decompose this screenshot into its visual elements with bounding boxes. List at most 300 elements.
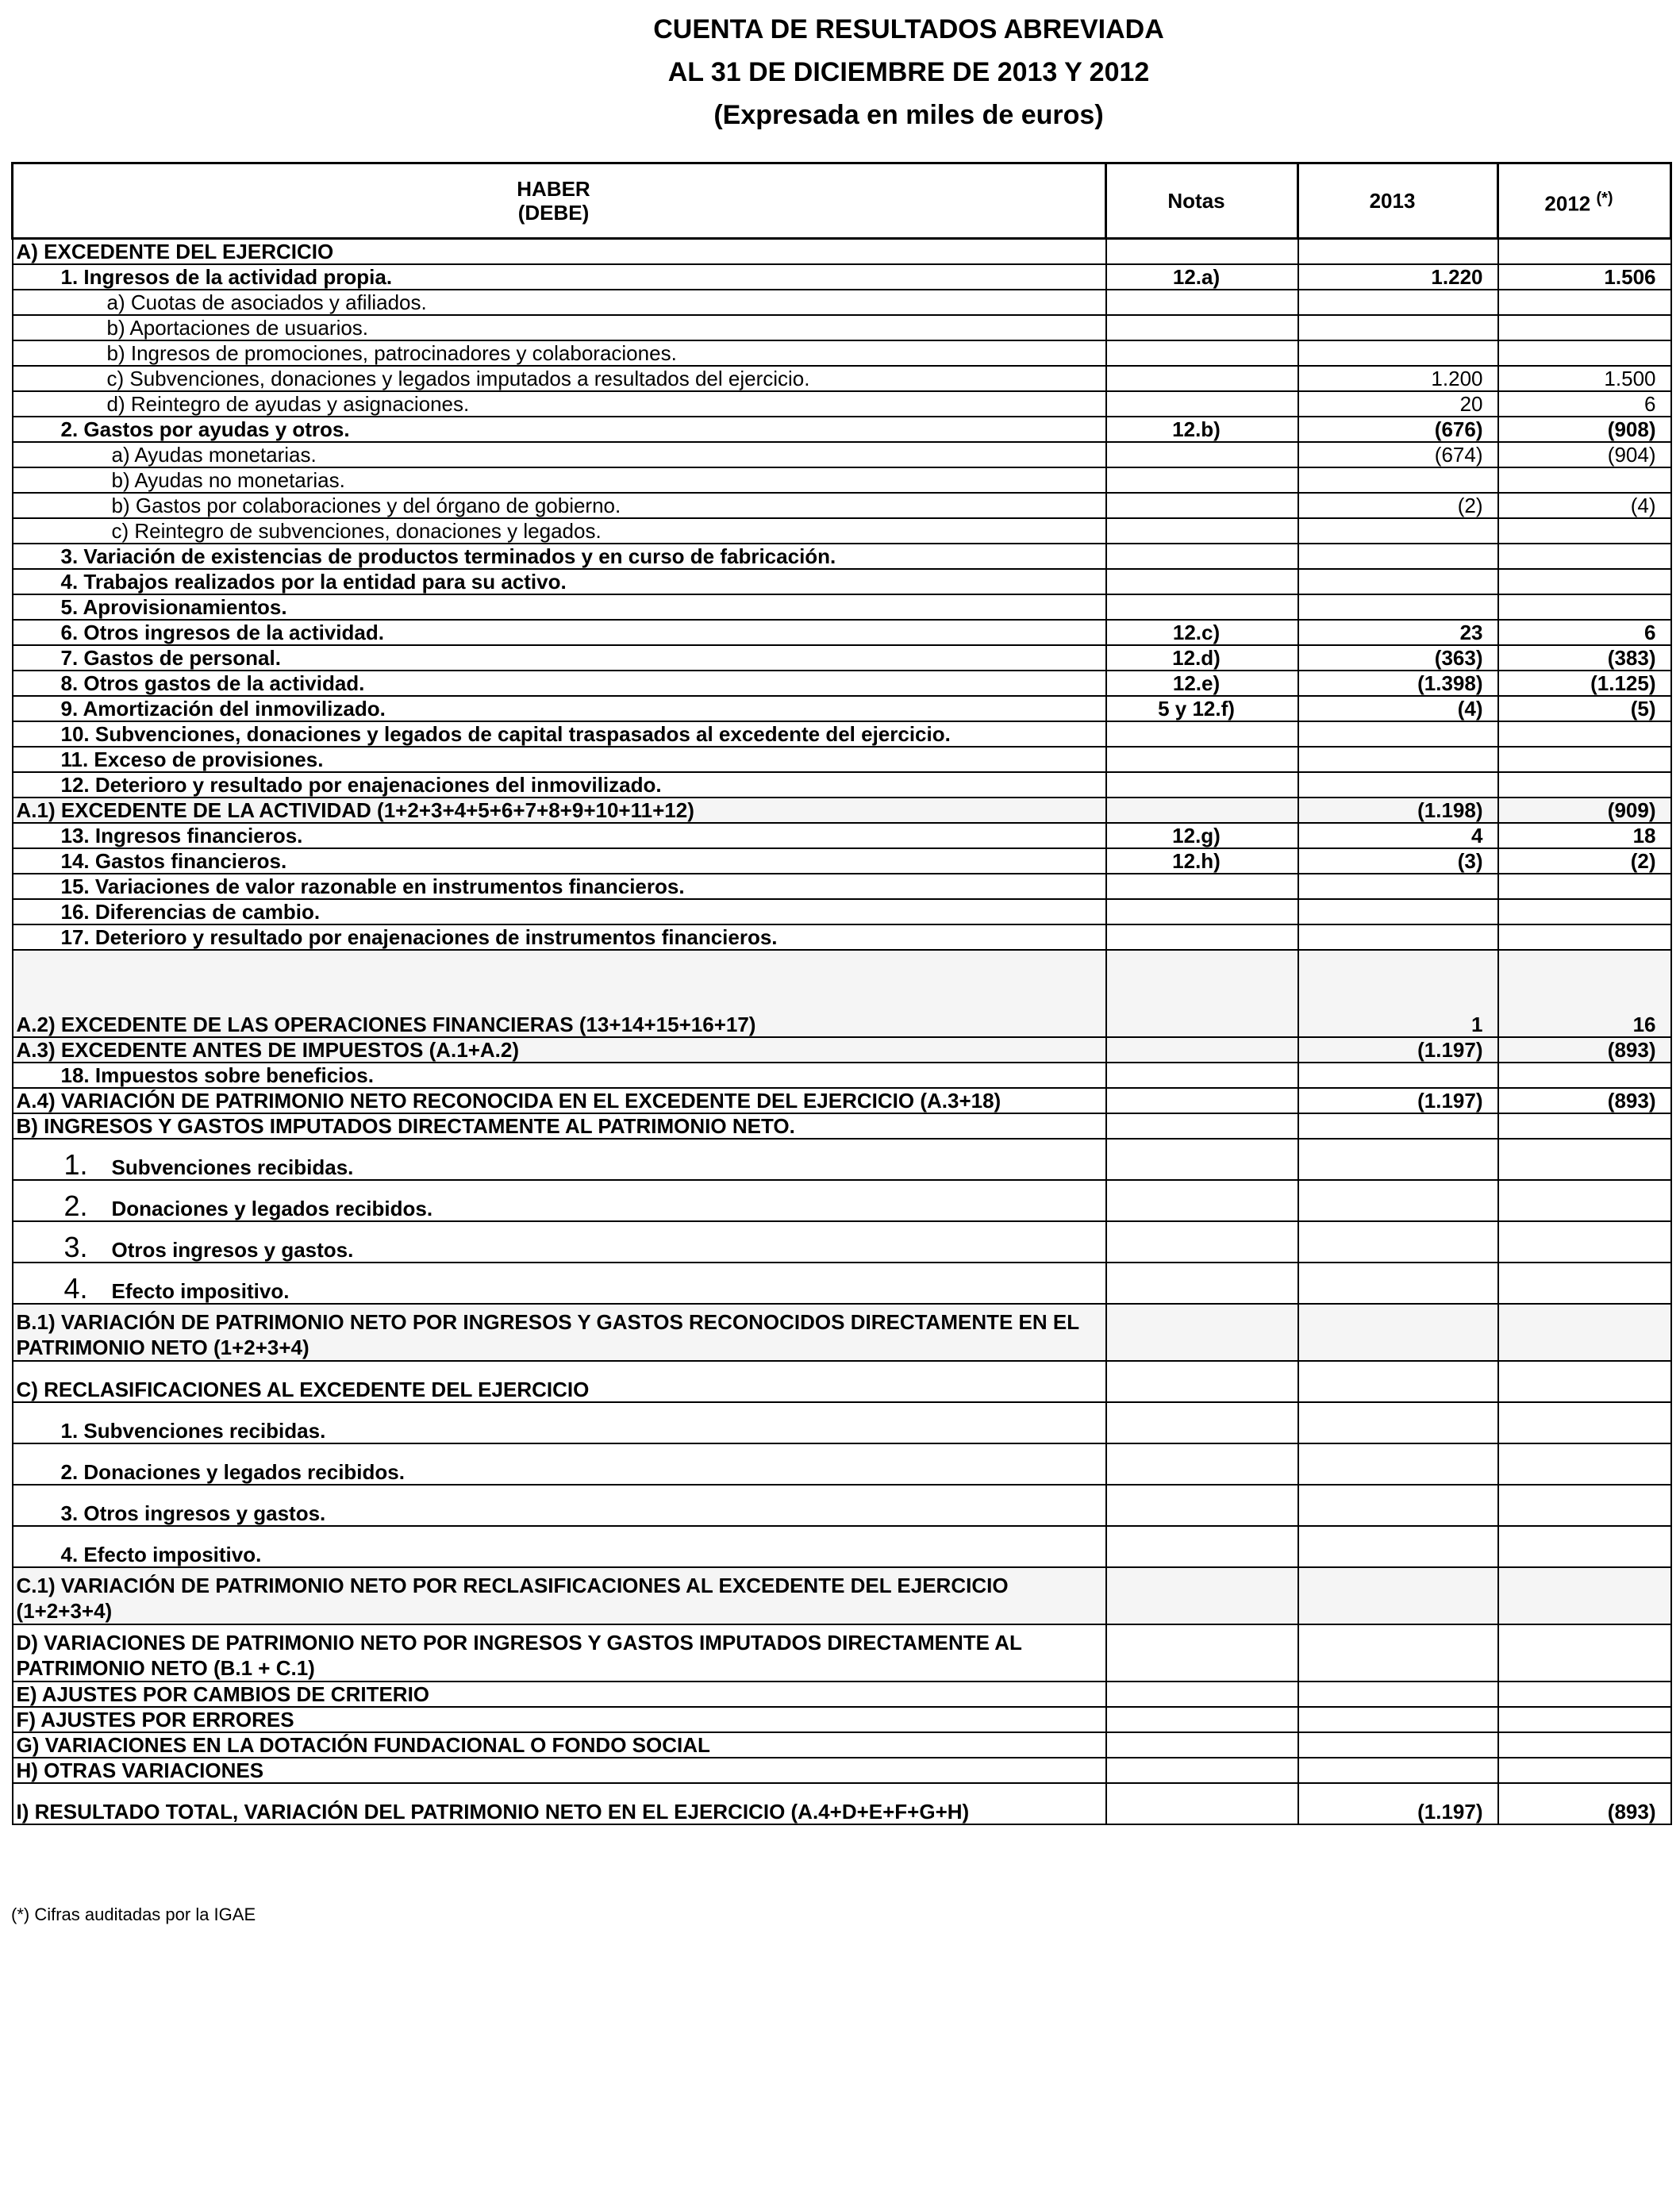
table-row bbox=[13, 1707, 1671, 1732]
table-row bbox=[13, 1063, 1671, 1088]
value-2012 bbox=[1498, 1443, 1671, 1485]
row-label-text: 17. Deterioro y resultado por enajenaciones de instrumentos financieros. bbox=[60, 925, 778, 949]
row-label-text: c) Subvenciones, donaciones y legados imputados a resultados del ejercicio. bbox=[106, 367, 810, 390]
row-label-text: 12. Deterioro y resultado por enajenaciones del inmovilizado. bbox=[60, 773, 662, 797]
value-2012 bbox=[1498, 1221, 1671, 1263]
value-2012 bbox=[1498, 1113, 1671, 1139]
table-row bbox=[13, 620, 1671, 645]
value-2013 bbox=[1298, 1304, 1498, 1361]
row-label-text: 16. Diferencias de cambio. bbox=[60, 900, 321, 924]
row-label bbox=[13, 1263, 1106, 1304]
value-2013 bbox=[1298, 1567, 1498, 1624]
value-2012: (908) bbox=[1498, 417, 1671, 442]
value-2012 bbox=[1498, 772, 1671, 798]
row-label bbox=[13, 442, 1106, 467]
value-2012: (909) bbox=[1498, 798, 1671, 823]
table-row bbox=[13, 1304, 1671, 1361]
notes-cell bbox=[1106, 315, 1298, 340]
row-number: 1. bbox=[63, 1148, 88, 1180]
value-2013: (2) bbox=[1298, 493, 1498, 518]
notes-cell bbox=[1106, 1624, 1298, 1682]
value-2013: (1.197) bbox=[1298, 1088, 1498, 1113]
row-label-text: A.4) VARIACIÓN DE PATRIMONIO NETO RECONOCIDA EN EL EXCEDENTE DEL EJERCICIO (A.3+18) bbox=[16, 1089, 1001, 1113]
notes-cell bbox=[1106, 874, 1298, 899]
table-row bbox=[13, 1783, 1671, 1824]
notes-cell bbox=[1106, 1402, 1298, 1443]
row-label-text: 5. Aprovisionamientos. bbox=[60, 595, 287, 619]
row-label bbox=[13, 1063, 1106, 1088]
row-label-text: 15. Variaciones de valor razonable en instrumentos financieros. bbox=[60, 874, 685, 898]
value-2013: 20 bbox=[1298, 391, 1498, 417]
value-2012 bbox=[1498, 1361, 1671, 1402]
value-2012 bbox=[1498, 1063, 1671, 1088]
notes-cell bbox=[1106, 1139, 1298, 1180]
notes-cell bbox=[1106, 1221, 1298, 1263]
table-row bbox=[13, 239, 1671, 265]
value-2013 bbox=[1298, 874, 1498, 899]
table-row bbox=[13, 1402, 1671, 1443]
table-row bbox=[13, 1113, 1671, 1139]
value-2012 bbox=[1498, 239, 1671, 265]
value-2012 bbox=[1498, 747, 1671, 772]
header-haber: HABER bbox=[517, 177, 590, 201]
notes-cell bbox=[1106, 340, 1298, 366]
row-label bbox=[13, 899, 1106, 924]
row-label-text: 6. Otros ingresos de la actividad. bbox=[60, 621, 384, 644]
notes-cell bbox=[1106, 1113, 1298, 1139]
row-label bbox=[13, 848, 1106, 874]
table-row bbox=[13, 721, 1671, 747]
table-row bbox=[13, 264, 1671, 290]
row-label bbox=[13, 340, 1106, 366]
notes-cell bbox=[1106, 1707, 1298, 1732]
notes-cell bbox=[1106, 1758, 1298, 1783]
notes-cell bbox=[1106, 290, 1298, 315]
row-label bbox=[13, 1402, 1106, 1443]
table-row bbox=[13, 696, 1671, 721]
value-2013 bbox=[1298, 1113, 1498, 1139]
value-2012 bbox=[1498, 899, 1671, 924]
row-label bbox=[13, 1037, 1106, 1063]
notes-cell bbox=[1106, 899, 1298, 924]
row-label bbox=[13, 696, 1106, 721]
row-label bbox=[13, 1526, 1106, 1567]
table-row bbox=[13, 1037, 1671, 1063]
table-row bbox=[13, 417, 1671, 442]
value-2012: (5) bbox=[1498, 696, 1671, 721]
value-2013: 1.220 bbox=[1298, 264, 1498, 290]
row-label-text: c) Reintegro de subvenciones, donaciones y legados. bbox=[111, 519, 602, 543]
row-label bbox=[13, 569, 1106, 594]
row-label-text: b) Ayudas no monetarias. bbox=[111, 468, 345, 492]
row-label bbox=[13, 1732, 1106, 1758]
row-label bbox=[13, 671, 1106, 696]
value-2012: 16 bbox=[1498, 950, 1671, 1037]
notes-cell bbox=[1106, 1526, 1298, 1567]
value-2013 bbox=[1298, 747, 1498, 772]
value-2013 bbox=[1298, 1758, 1498, 1783]
row-label-text: b) Ingresos de promociones, patrocinadores y colaboraciones. bbox=[106, 341, 677, 365]
notes-cell bbox=[1106, 1263, 1298, 1304]
table-row bbox=[13, 1088, 1671, 1113]
value-2012: 1.500 bbox=[1498, 366, 1671, 391]
notes-cell bbox=[1106, 798, 1298, 823]
table-row bbox=[13, 1485, 1671, 1526]
value-2012: 1.506 bbox=[1498, 264, 1671, 290]
value-2012 bbox=[1498, 1682, 1671, 1707]
header-2012-year: 2012 bbox=[1544, 191, 1591, 216]
table-row bbox=[13, 594, 1671, 620]
value-2012: (1.125) bbox=[1498, 671, 1671, 696]
row-label bbox=[13, 467, 1106, 493]
row-label bbox=[13, 366, 1106, 391]
table-row bbox=[13, 1221, 1671, 1263]
table-row bbox=[13, 1526, 1671, 1567]
row-label bbox=[13, 518, 1106, 544]
row-number: 3. bbox=[63, 1231, 88, 1263]
notes-cell bbox=[1106, 544, 1298, 569]
row-label bbox=[13, 747, 1106, 772]
notes-cell bbox=[1106, 950, 1298, 1037]
value-2012 bbox=[1498, 1304, 1671, 1361]
footnote: (*) Cifras auditadas por la IGAE bbox=[11, 1904, 256, 1924]
value-2012 bbox=[1498, 569, 1671, 594]
row-label-text: 18. Impuestos sobre beneficios. bbox=[60, 1063, 374, 1087]
row-label-text: 3. Otros ingresos y gastos. bbox=[60, 1501, 326, 1525]
value-2012 bbox=[1498, 874, 1671, 899]
table-row bbox=[13, 671, 1671, 696]
row-number: 2. bbox=[63, 1190, 88, 1221]
value-2013 bbox=[1298, 924, 1498, 950]
table-row bbox=[13, 874, 1671, 899]
row-label bbox=[13, 315, 1106, 340]
table-row bbox=[13, 315, 1671, 340]
row-label bbox=[13, 645, 1106, 671]
row-label bbox=[13, 1707, 1106, 1732]
report-date: AL 31 DE DICIEMBRE DE 2013 Y 2012 bbox=[667, 57, 1150, 87]
row-label-text: Otros ingresos y gastos. bbox=[111, 1238, 354, 1262]
table-row bbox=[13, 290, 1671, 315]
value-2012 bbox=[1498, 340, 1671, 366]
row-label-text: b) Aportaciones de usuarios. bbox=[106, 316, 369, 340]
row-label bbox=[13, 417, 1106, 442]
row-label bbox=[13, 620, 1106, 645]
notes-cell bbox=[1106, 239, 1298, 265]
value-2013 bbox=[1298, 1361, 1498, 1402]
row-label-text: b) Gastos por colaboraciones y del órgano de gobierno. bbox=[111, 494, 621, 517]
row-label-text: 14. Gastos financieros. bbox=[60, 849, 287, 873]
value-2013: (1.197) bbox=[1298, 1783, 1498, 1824]
header-label bbox=[13, 163, 1106, 239]
notes-cell bbox=[1106, 569, 1298, 594]
value-2013: 4 bbox=[1298, 823, 1498, 848]
row-label-text: H) OTRAS VARIACIONES bbox=[16, 1758, 264, 1782]
row-label-text: 3. Variación de existencias de productos terminados y en curso de fabricación. bbox=[60, 544, 836, 568]
row-label bbox=[13, 798, 1106, 823]
notes-cell bbox=[1106, 1485, 1298, 1526]
value-2013 bbox=[1298, 1402, 1498, 1443]
notes-cell bbox=[1106, 467, 1298, 493]
row-label bbox=[13, 823, 1106, 848]
notes-cell bbox=[1106, 1088, 1298, 1113]
value-2013 bbox=[1298, 239, 1498, 265]
value-2013: (3) bbox=[1298, 848, 1498, 874]
row-label-text: F) AJUSTES POR ERRORES bbox=[16, 1708, 294, 1731]
notes-cell: 12.g) bbox=[1106, 823, 1298, 848]
row-label-text: I) RESULTADO TOTAL, VARIACIÓN DEL PATRIMONIO NETO EN EL EJERCICIO (A.4+D+E+F+G+H) bbox=[16, 1800, 970, 1824]
value-2013: (4) bbox=[1298, 696, 1498, 721]
row-label-text: 4. Trabajos realizados por la entidad para su activo. bbox=[60, 570, 567, 594]
value-2013 bbox=[1298, 1221, 1498, 1263]
row-label bbox=[13, 1624, 1106, 1682]
value-2012: (893) bbox=[1498, 1088, 1671, 1113]
notes-cell bbox=[1106, 1304, 1298, 1361]
row-label-text: A.3) EXCEDENTE ANTES DE IMPUESTOS (A.1+A.2) bbox=[16, 1038, 520, 1062]
notes-cell bbox=[1106, 518, 1298, 544]
value-2013 bbox=[1298, 1443, 1498, 1485]
notes-cell: 12.a) bbox=[1106, 264, 1298, 290]
notes-cell: 12.h) bbox=[1106, 848, 1298, 874]
notes-cell bbox=[1106, 924, 1298, 950]
notes-cell bbox=[1106, 1037, 1298, 1063]
row-label bbox=[13, 1783, 1106, 1824]
notes-cell bbox=[1106, 721, 1298, 747]
table-row bbox=[13, 340, 1671, 366]
table-row bbox=[13, 899, 1671, 924]
value-2012 bbox=[1498, 518, 1671, 544]
table-row bbox=[13, 1443, 1671, 1485]
row-label-text: D) VARIACIONES DE PATRIMONIO NETO POR INGRESOS Y GASTOS IMPUTADOS DIRECTAMENTE AL PATRIMONIO NETO (B.1 + C.1) bbox=[16, 1631, 1022, 1680]
table-body bbox=[13, 239, 1671, 1825]
row-label-text: A) EXCEDENTE DEL EJERCICIO bbox=[16, 240, 334, 263]
row-number: 4. bbox=[63, 1272, 88, 1304]
header-debe: (DEBE) bbox=[517, 201, 590, 225]
notes-cell bbox=[1106, 747, 1298, 772]
table-row bbox=[13, 1624, 1671, 1682]
table-header-row bbox=[13, 163, 1671, 239]
table-row bbox=[13, 798, 1671, 823]
table-row bbox=[13, 391, 1671, 417]
value-2012 bbox=[1498, 1485, 1671, 1526]
row-label-text: A.2) EXCEDENTE DE LAS OPERACIONES FINANCIERAS (13+14+15+16+17) bbox=[16, 1013, 756, 1036]
row-label-text: E) AJUSTES POR CAMBIOS DE CRITERIO bbox=[16, 1682, 430, 1706]
value-2012 bbox=[1498, 467, 1671, 493]
value-2013: (363) bbox=[1298, 645, 1498, 671]
table-row bbox=[13, 1180, 1671, 1221]
row-label-text: G) VARIACIONES EN LA DOTACIÓN FUNDACIONAL O FONDO SOCIAL bbox=[16, 1733, 710, 1757]
row-label-text: 10. Subvenciones, donaciones y legados de capital traspasados al excedente del ejercicio. bbox=[60, 722, 951, 746]
value-2013 bbox=[1298, 1682, 1498, 1707]
value-2013 bbox=[1298, 290, 1498, 315]
value-2012: (383) bbox=[1498, 645, 1671, 671]
header-notas: Notas bbox=[1106, 163, 1298, 239]
row-label bbox=[13, 1485, 1106, 1526]
row-label-text: A.1) EXCEDENTE DE LA ACTIVIDAD (1+2+3+4+5+6+7+8+9+10+11+12) bbox=[16, 798, 694, 822]
table-row bbox=[13, 645, 1671, 671]
value-2013: (676) bbox=[1298, 417, 1498, 442]
table-row bbox=[13, 772, 1671, 798]
table-row bbox=[13, 1567, 1671, 1624]
row-label-text: Donaciones y legados recibidos. bbox=[111, 1197, 433, 1220]
value-2012 bbox=[1498, 1526, 1671, 1567]
row-label bbox=[13, 1567, 1106, 1624]
row-label-text: 1. Ingresos de la actividad propia. bbox=[60, 265, 393, 289]
row-label-text: 2. Donaciones y legados recibidos. bbox=[60, 1460, 405, 1484]
value-2013: (1.197) bbox=[1298, 1037, 1498, 1063]
row-label bbox=[13, 594, 1106, 620]
value-2013: 1.200 bbox=[1298, 366, 1498, 391]
value-2012 bbox=[1498, 1624, 1671, 1682]
table-row bbox=[13, 1732, 1671, 1758]
value-2012: 6 bbox=[1498, 620, 1671, 645]
notes-cell bbox=[1106, 1361, 1298, 1402]
notes-cell bbox=[1106, 493, 1298, 518]
row-label bbox=[13, 1682, 1106, 1707]
row-label-text: 9. Amortización del inmovilizado. bbox=[60, 697, 386, 721]
row-label bbox=[13, 1443, 1106, 1485]
notes-cell bbox=[1106, 1732, 1298, 1758]
row-label bbox=[13, 721, 1106, 747]
notes-cell bbox=[1106, 1180, 1298, 1221]
header-2013: 2013 bbox=[1298, 163, 1498, 239]
row-label bbox=[13, 493, 1106, 518]
value-2013 bbox=[1298, 467, 1498, 493]
notes-cell bbox=[1106, 391, 1298, 417]
table-row bbox=[13, 747, 1671, 772]
row-label-text: 7. Gastos de personal. bbox=[60, 646, 281, 670]
row-label-text: 8. Otros gastos de la actividad. bbox=[60, 671, 365, 695]
value-2013: (1.198) bbox=[1298, 798, 1498, 823]
row-label-text: 11. Exceso de provisiones. bbox=[60, 748, 324, 771]
value-2012 bbox=[1498, 544, 1671, 569]
table-row bbox=[13, 924, 1671, 950]
table-row bbox=[13, 1361, 1671, 1402]
value-2012: 18 bbox=[1498, 823, 1671, 848]
row-label bbox=[13, 264, 1106, 290]
row-label-text: B) INGRESOS Y GASTOS IMPUTADOS DIRECTAMENTE AL PATRIMONIO NETO. bbox=[16, 1114, 795, 1138]
row-label bbox=[13, 874, 1106, 899]
table-row bbox=[13, 493, 1671, 518]
value-2013 bbox=[1298, 1707, 1498, 1732]
value-2013 bbox=[1298, 340, 1498, 366]
row-label-text: Efecto impositivo. bbox=[111, 1279, 290, 1303]
table-row bbox=[13, 569, 1671, 594]
row-label bbox=[13, 544, 1106, 569]
notes-cell bbox=[1106, 1443, 1298, 1485]
value-2012 bbox=[1498, 315, 1671, 340]
notes-cell bbox=[1106, 1682, 1298, 1707]
report-title: CUENTA DE RESULTADOS ABREVIADA bbox=[653, 14, 1164, 44]
value-2012 bbox=[1498, 290, 1671, 315]
row-label bbox=[13, 1088, 1106, 1113]
value-2013: (1.398) bbox=[1298, 671, 1498, 696]
value-2013: (674) bbox=[1298, 442, 1498, 467]
value-2013: 23 bbox=[1298, 620, 1498, 645]
table-row bbox=[13, 1263, 1671, 1304]
notes-cell bbox=[1106, 366, 1298, 391]
row-label bbox=[13, 239, 1106, 265]
row-label-text: 4. Efecto impositivo. bbox=[60, 1543, 262, 1566]
value-2013 bbox=[1298, 1526, 1498, 1567]
row-label-text: C) RECLASIFICACIONES AL EXCEDENTE DEL EJERCICIO bbox=[16, 1378, 590, 1401]
value-2012 bbox=[1498, 1263, 1671, 1304]
value-2012 bbox=[1498, 594, 1671, 620]
row-label bbox=[13, 772, 1106, 798]
table-row bbox=[13, 366, 1671, 391]
value-2012: 6 bbox=[1498, 391, 1671, 417]
notes-cell bbox=[1106, 772, 1298, 798]
value-2012 bbox=[1498, 1567, 1671, 1624]
notes-cell: 12.c) bbox=[1106, 620, 1298, 645]
table-row bbox=[13, 1758, 1671, 1783]
header-2012 bbox=[1498, 163, 1671, 239]
table-row bbox=[13, 1139, 1671, 1180]
report-title-block bbox=[0, 8, 1680, 136]
income-statement-table bbox=[11, 162, 1672, 1825]
value-2012: (904) bbox=[1498, 442, 1671, 467]
row-label-text: 1. Subvenciones recibidas. bbox=[60, 1419, 326, 1443]
value-2012 bbox=[1498, 721, 1671, 747]
notes-cell bbox=[1106, 1063, 1298, 1088]
value-2013 bbox=[1298, 1180, 1498, 1221]
row-label bbox=[13, 1180, 1106, 1221]
row-label-text: 13. Ingresos financieros. bbox=[60, 824, 303, 847]
value-2013 bbox=[1298, 594, 1498, 620]
table-row bbox=[13, 848, 1671, 874]
table-row bbox=[13, 1682, 1671, 1707]
row-label-text: Subvenciones recibidas. bbox=[111, 1155, 354, 1179]
report-units: (Expresada en miles de euros) bbox=[713, 100, 1104, 130]
row-label-text: a) Cuotas de asociados y afiliados. bbox=[106, 290, 427, 314]
table-row bbox=[13, 518, 1671, 544]
value-2013 bbox=[1298, 1063, 1498, 1088]
value-2012 bbox=[1498, 1139, 1671, 1180]
notes-cell: 5 y 12.f) bbox=[1106, 696, 1298, 721]
value-2013 bbox=[1298, 899, 1498, 924]
row-label bbox=[13, 950, 1106, 1037]
notes-cell bbox=[1106, 594, 1298, 620]
notes-cell bbox=[1106, 442, 1298, 467]
notes-cell: 12.b) bbox=[1106, 417, 1298, 442]
row-label bbox=[13, 1304, 1106, 1361]
value-2012 bbox=[1498, 1707, 1671, 1732]
value-2012 bbox=[1498, 1402, 1671, 1443]
notes-cell bbox=[1106, 1783, 1298, 1824]
row-label-text: C.1) VARIACIÓN DE PATRIMONIO NETO POR RECLASIFICACIONES AL EXCEDENTE DEL EJERCICIO (1+2+3+4) bbox=[16, 1574, 1009, 1623]
value-2012 bbox=[1498, 924, 1671, 950]
notes-cell bbox=[1106, 1567, 1298, 1624]
value-2013 bbox=[1298, 1732, 1498, 1758]
value-2013 bbox=[1298, 1139, 1498, 1180]
value-2013 bbox=[1298, 569, 1498, 594]
value-2013 bbox=[1298, 1263, 1498, 1304]
value-2012: (4) bbox=[1498, 493, 1671, 518]
table-row bbox=[13, 442, 1671, 467]
row-label-text: a) Ayudas monetarias. bbox=[111, 443, 317, 467]
value-2013 bbox=[1298, 518, 1498, 544]
row-label bbox=[13, 391, 1106, 417]
row-label bbox=[13, 1113, 1106, 1139]
row-label bbox=[13, 924, 1106, 950]
value-2012: (893) bbox=[1498, 1783, 1671, 1824]
value-2012: (893) bbox=[1498, 1037, 1671, 1063]
value-2012: (2) bbox=[1498, 848, 1671, 874]
value-2013 bbox=[1298, 772, 1498, 798]
table-row bbox=[13, 950, 1671, 1037]
table-row bbox=[13, 467, 1671, 493]
value-2013: 1 bbox=[1298, 950, 1498, 1037]
row-label bbox=[13, 1139, 1106, 1180]
